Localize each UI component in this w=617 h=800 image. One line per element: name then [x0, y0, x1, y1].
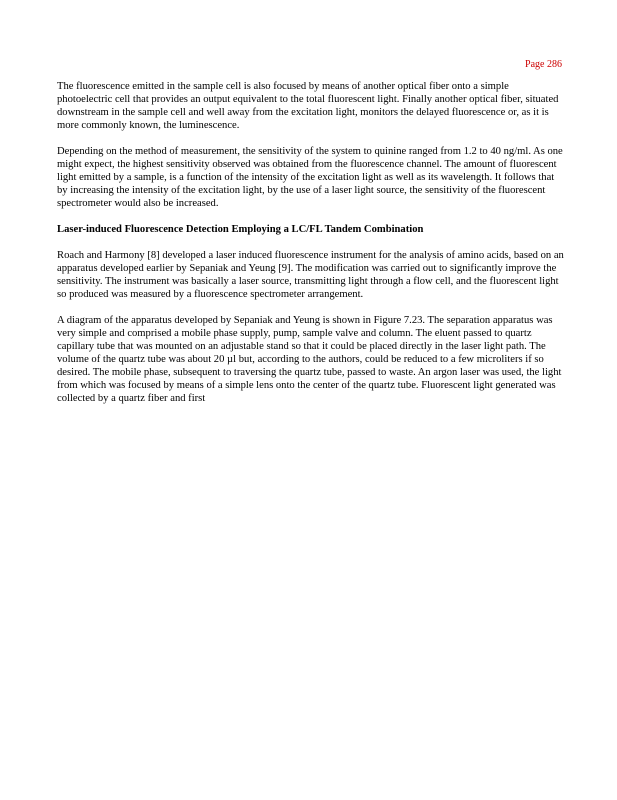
paragraph-sensitivity: Depending on the method of measurement, the sensitivity of the system to quinine ranged from 1.2 to 40 ng/ml. As one might expect, the highest sensitivity observed was obtained from the fluorescence channel. The amount of fluorescent light emitted by a sample, is a function of the intensity of the excitation light as well as its wavelength. It follows that by increasing the intensity of the excitation light, by the use of a laser light source, the sensitivity of the fluorescent spectrometer would also be increased.: [57, 146, 563, 209]
page-content: [57, 80, 565, 418]
page-number: Page 286: [525, 59, 562, 70]
paragraph-apparatus-diagram: A diagram of the apparatus developed by Sepaniak and Yeung is shown in Figure 7.23. The separation apparatus was very simple and comprised a mobile phase supply, pump, sample valve and column. The eluent passed to quartz capillary tube that was mounted on an adjustable stand so that it could be placed directly in the laser light path. The volume of the quartz tube was about 20 µl but, according to the authors, could be reduced to a few microliters if so desired. The mobile phase, subsequent to traversing the quartz tube, passed to waste. An argon laser was used, the light from which was focused by means of a simple lens onto the center of the quartz tube. Fluorescent light generated was collected by a quartz fiber and first: [57, 315, 562, 404]
paragraph-fluorescence-focus: The fluorescence emitted in the sample cell is also focused by means of another optical fiber onto a simple photoelectric cell that provides an output equivalent to the total fluorescent light. Finally another optical fiber, situated downstream in the sample cell and well away from the excitation light, monitors the delayed fluorescence or, as it is more commonly known, the luminescence.: [57, 81, 559, 131]
paragraph-roach-harmony: Roach and Harmony [8] developed a laser induced fluorescence instrument for the analysis of amino acids, based on an apparatus developed earlier by Sepaniak and Yeung [9]. The modification was carried out to significantly improve the sensitivity. The instrument was basically a laser source, transmitting light through a flow cell, and the fluorescent light so produced was measured by a fluorescence spectrometer arrangement.: [57, 250, 564, 300]
section-heading: Laser-induced Fluorescence Detection Employing a LC/FL Tandem Combination: [57, 224, 424, 235]
